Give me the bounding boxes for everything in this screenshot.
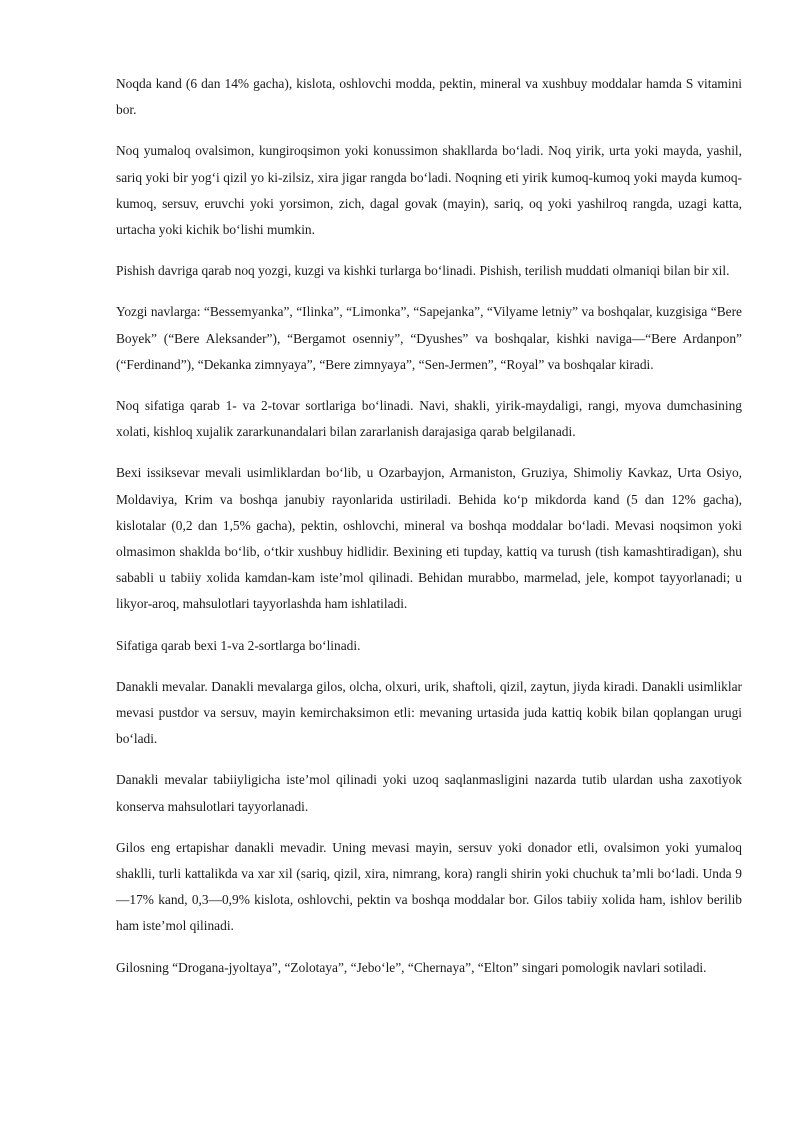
paragraph: Noqda kand (6 dan 14% gacha), kislota, oshlovchi modda, pektin, mineral va xushbuy moddalar hamda S vitamini bor.	[116, 76, 742, 118]
paragraph: Gilos eng ertapishar danakli mevadir. Uning mevasi mayin, sersuv yoki donador etli, ovalsimon yoki yumaloq shaklli, turli kattalikda va xar xil (sariq, qizil, xira, nimrang, kora) rangli shirin yoki chuchuk ta’mli bo‘ladi. Unda 9—17% kand, 0,3—0,9% kislota, oshlovchi, pektin va boshqa moddalar bor. Gilos tabiiy xolida ham, ishlov berilib ham iste’mol qilinadi.	[116, 839, 742, 934]
paragraph: Sifatiga qarab bexi 1-va 2-sortlarga bo‘linadi.	[116, 637, 361, 653]
paragraph: Danakli mevalar. Danakli mevalarga gilos, olcha, olxuri, urik, shaftoli, qizil, zaytun, jiyda kiradi. Danakli usimliklar mevasi pustdor va sersuv, mayin kemirchaksimon etli: mevaning urtasida juda kattiq kobik bilan qoplangan urugi bo‘ladi.	[116, 678, 742, 747]
paragraph: Danakli mevalar tabiiyligicha iste’mol qilinadi yoki uzoq saqlanmasligini nazarda tutib ulardan usha zaxotiyok konserva mahsulotlari tayyorlanadi.	[116, 772, 742, 814]
paragraph: Gilosning “Drogana-jyoltaya”, “Zolotaya”, “Jebo‘le”, “Chernaya”, “Elton” singari pomologik navlari sotiladi.	[116, 959, 707, 975]
paragraph: Pishish davriga qarab noq yozgi, kuzgi va kishki turlarga bo‘linadi. Pishish, terilish muddati olmaniqi bilan bir xil.	[116, 263, 730, 279]
paragraph: Yozgi navlarga: “Bessemyanka”, “Ilinka”, “Limonka”, “Sapejanka”, “Vilyame letniy” va boshqalar, kuzgisiga “Bere Boyek” (“Bere Aleksander”), “Bergamot osenniy”, “Dyushes” va boshqalar, kishki naviga—“Bere Ardanpon” (“Ferdinand”), “Dekanka zimnyaya”, “Bere zimnyaya”, “Sen-Jermen”, “Royal” va boshqalar kiradi.	[116, 304, 742, 372]
paragraph: Noq yumaloq ovalsimon, kungiroqsimon yoki konussimon shakllarda bo‘ladi. Noq yirik, urta yoki mayda, yashil, sariq yoki bir yog‘i qizil yo ki-zilsiz, xira jigar rangda bo‘ladi. Noqning eti yirik kumoq-kumoq yoki mayda kumoq-kumoq, sersuv, eruvchi yoki yorsimon, zich, dagal govak (mayin), sariq, oq yoki yashilroq rangda, uzagi katta, urtacha yoki kichik bo‘lishi mumkin.	[116, 143, 742, 238]
document-body	[116, 71, 742, 996]
paragraph: Bexi issiksevar mevali usimliklardan bo‘lib, u Ozarbayjon, Armaniston, Gruziya, Shimoliy Kavkaz, Urta Osiyo, Moldaviya, Krim va boshqa janubiy rayonlarida ustiriladi. Behida ko‘p mikdorda kand (5 dan 12% gacha), kislotalar (0,2 dan 1,5% gacha), pektin, oshlovchi, mineral va boshqa moddalar bo‘ladi. Mevasi noqsimon yoki olmasimon shaklda bo‘lib, o‘tkir xushbuy hidlidir. Bexining eti tupday, kattiq va turush (tish kamashtiradigan), shu sababli u tabiiy xolida kamdan-kam iste’mol qilinadi. Behidan murabbo, marmelad, jele, kompot tayyorlanadi; u likyor-aroq, mahsulotlari tayyorlashda ham ishlatiladi.	[116, 465, 742, 612]
paragraph: Noq sifatiga qarab 1- va 2-tovar sortlariga bo‘linadi. Navi, shakli, yirik-maydaligi, rangi, myova dumchasining xolati, kishloq xujalik zararkunandalari bilan zararlanish darajasiga qarab belgilanadi.	[116, 398, 742, 440]
